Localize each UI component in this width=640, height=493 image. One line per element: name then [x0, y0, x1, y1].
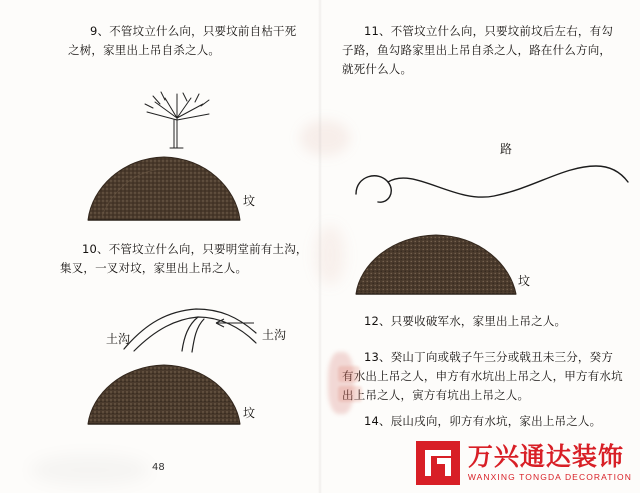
dead-tree-icon [125, 88, 235, 150]
paragraph-entry-10: 10、不管坟立什么向，只要明堂前有土沟，集叉，一叉对坟，家里出上吊之人。 [60, 242, 308, 275]
paragraph-entry-14: 14、辰山戌向，卯方有水坑，家出上吊之人。 [364, 414, 602, 428]
page-number: 48 [152, 462, 165, 473]
figure-caption-grave-left-2: 坟 [243, 406, 256, 420]
figure-label-ditch-left: 土沟 [106, 332, 131, 346]
logo-mark-icon [416, 441, 460, 485]
logo-brand-cn: 万兴通达装饰 [467, 442, 624, 472]
figure-label-road: 路 [500, 142, 513, 156]
grave-mound-icon [350, 228, 522, 300]
right-column [320, 0, 640, 493]
paragraph-entry-12: 12、只要收破军水，家里出上吊之人。 [364, 314, 567, 328]
paragraph-entry-11: 11、不管坟立什么向，只要坟前坟后左右，有勾子路，鱼勾路家里出上吊自杀之人，路在什么方向，就死什么人。 [342, 24, 614, 76]
figure-label-ditch-right: 土沟 [262, 328, 287, 342]
hook-road-icon [344, 160, 634, 220]
watermark-logo [416, 441, 632, 485]
figure-caption-grave-left-1: 坟 [243, 194, 256, 208]
grave-mound-icon [82, 148, 247, 226]
logo-text [468, 444, 632, 482]
paragraph-entry-9: 9、不管坟立什么向，只要坟前自枯干死之树，家里出上吊自杀之人。 [68, 24, 297, 57]
logo-brand-en: WANXING TONGDA DECORATION [467, 472, 632, 483]
grave-mound-icon [82, 358, 247, 430]
arrow-icon [214, 314, 260, 334]
figure-caption-grave-right: 坟 [518, 274, 531, 288]
paragraph-entry-13: 13、癸山丁向或戟子午三分或戟丑未三分，癸方有水出上吊之人，申方有水坑出上吊之人，甲方有水坑出上吊之人，寅方有坑出上吊之人。 [342, 350, 623, 402]
